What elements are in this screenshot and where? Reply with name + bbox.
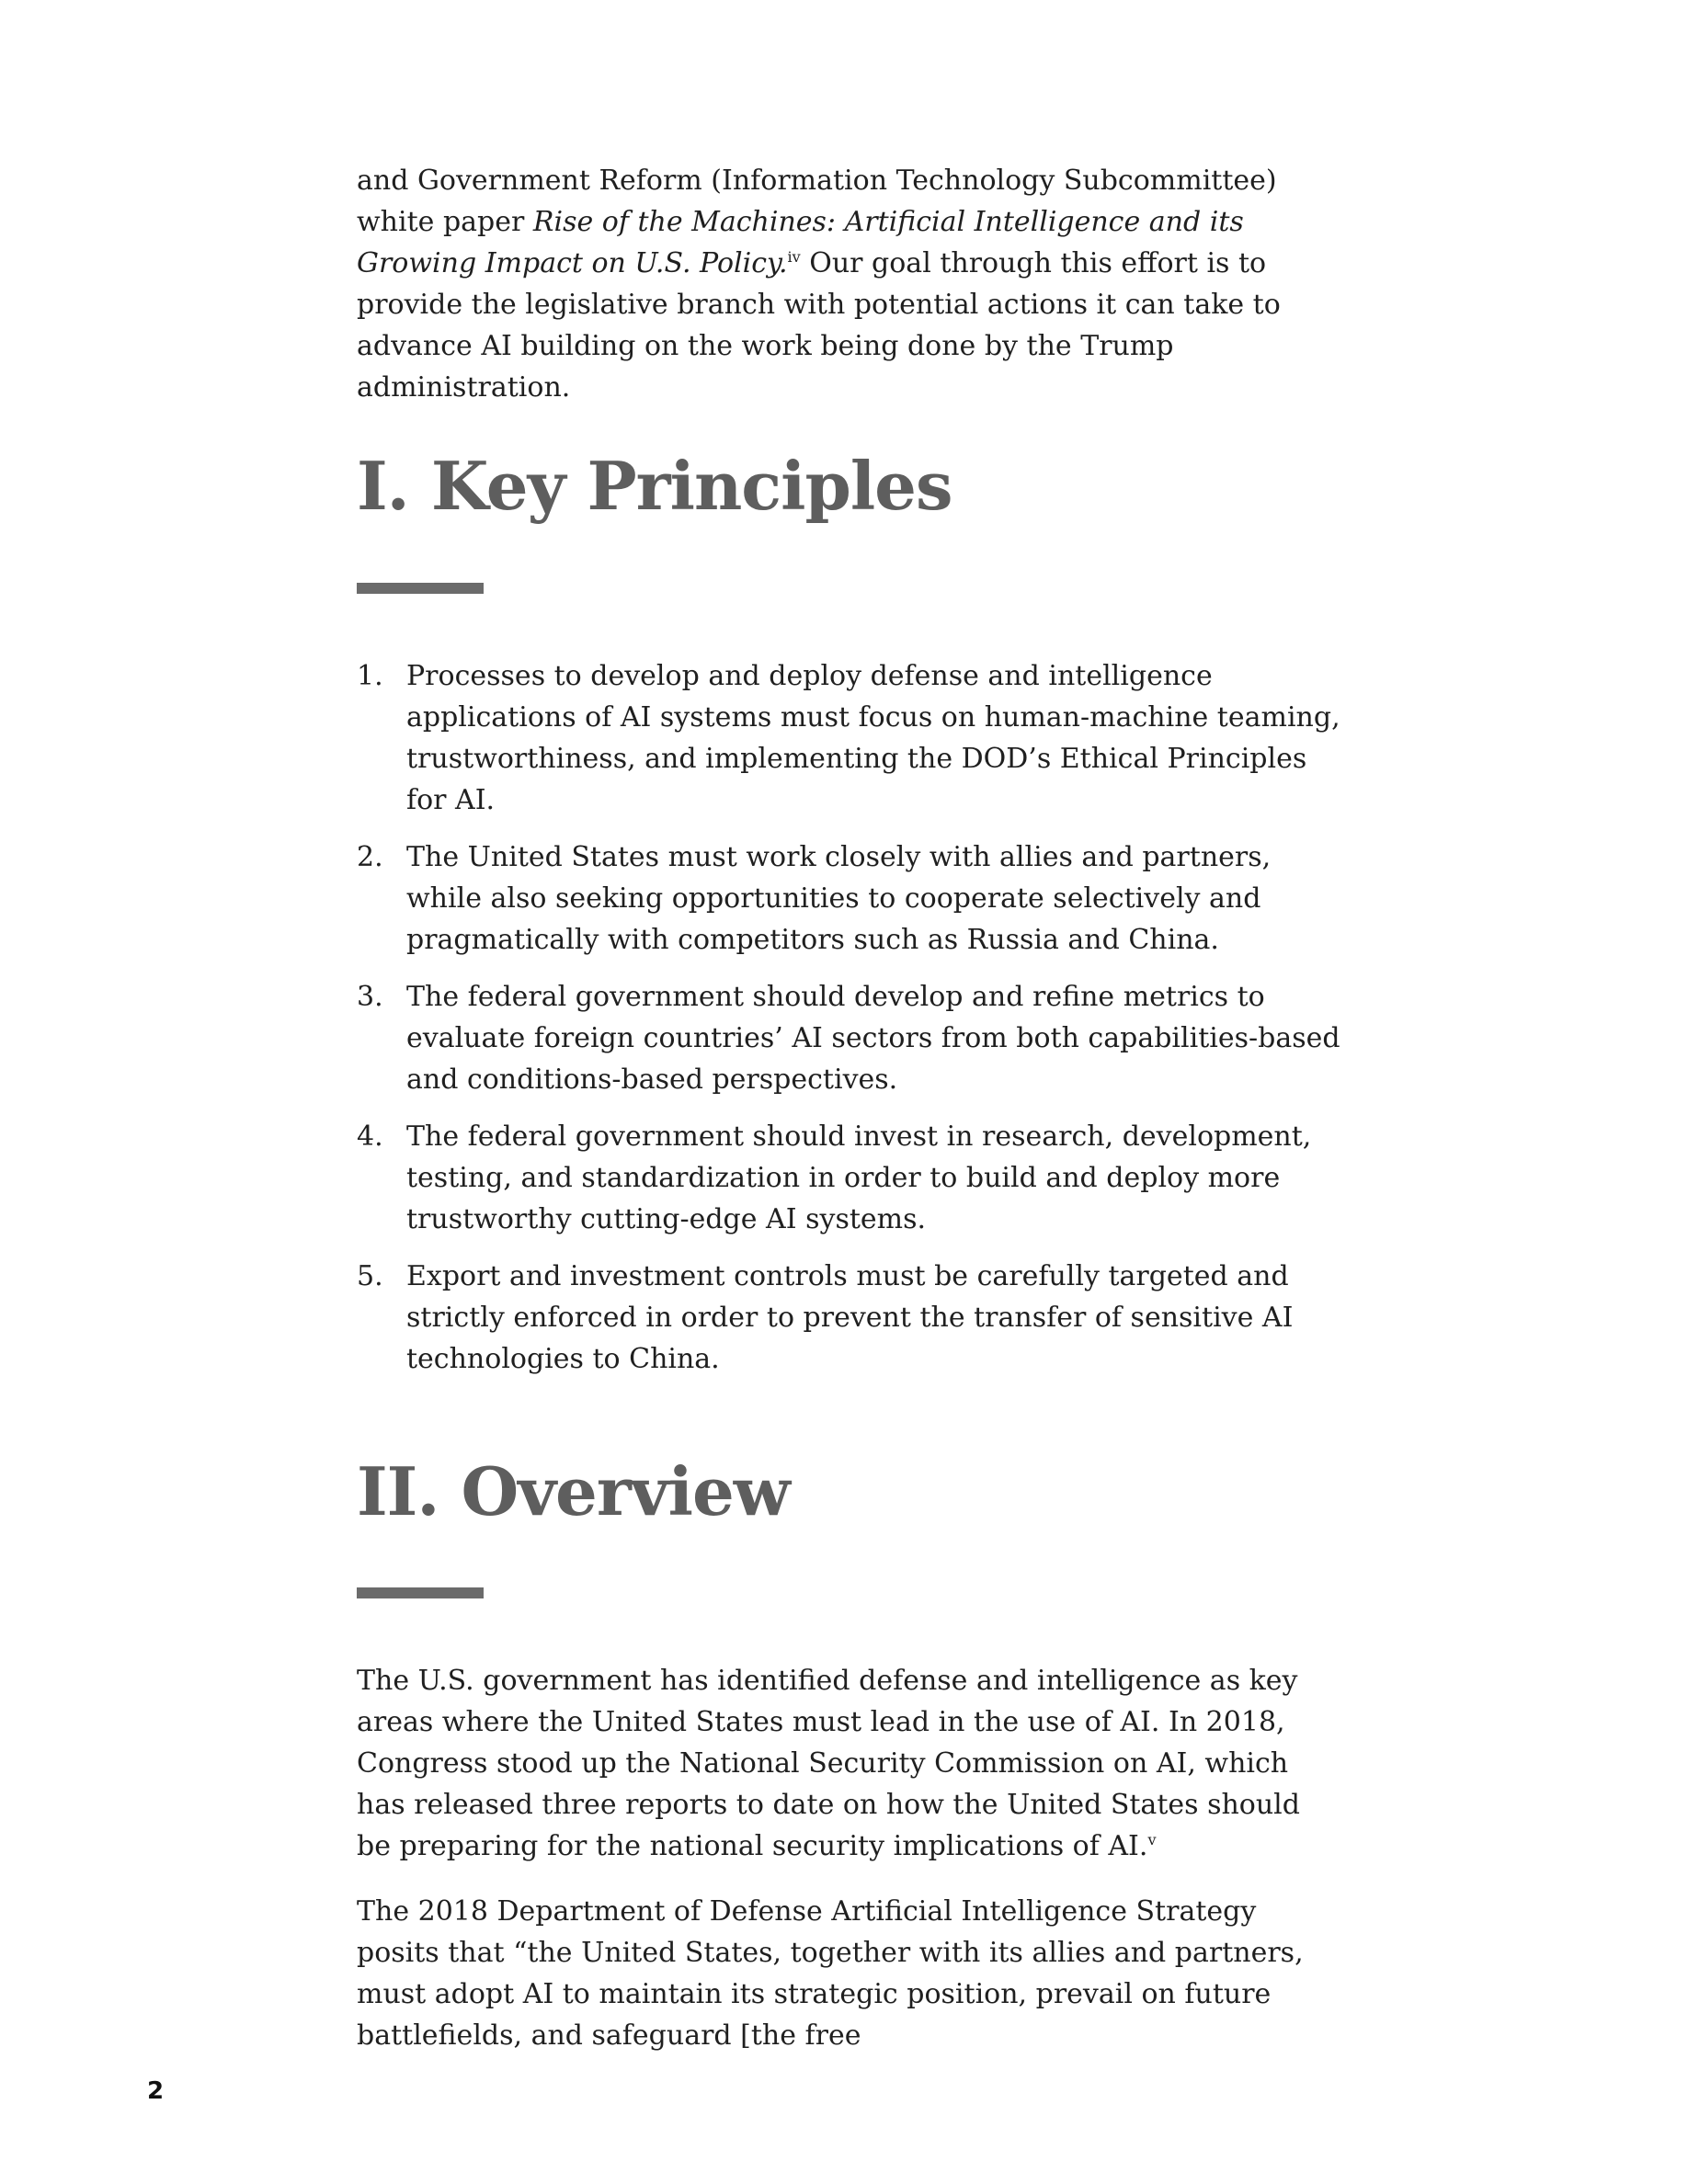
intro-text-after: Our goal through this effort is to provide the legislative branch with potential actions it can take to advance AI building on the work being done by the Trump administration.: [357, 247, 1281, 404]
overview-footnote-marker[interactable]: v: [1147, 1831, 1157, 1848]
list-item-number: 1.: [357, 660, 383, 692]
list-item-number: 5.: [357, 1260, 383, 1292]
list-item-number: 2.: [357, 841, 383, 873]
list-item: [357, 1256, 1340, 1380]
overview-paragraph-2: The 2018 Department of Defense Artificial Intelligence Strategy posits that “the United States, together with its allies and partners, must adopt AI to maintain its strategic position, prevail on future battlefields, and safeguard [the free: [357, 1895, 1304, 2052]
list-item-text: The United States must work closely with allies and partners, while also seeking opportunities to cooperate selectively and pragmatically with competitors such as Russia and China.: [406, 841, 1272, 956]
section-divider: [357, 1587, 484, 1598]
overview-paragraph-1: [357, 1660, 1331, 1867]
intro-paragraph: [357, 160, 1331, 408]
key-principles-list: [357, 655, 1340, 1395]
intro-text-before: and Government Reform (Information Technology Subcommittee) white paper: [357, 165, 1277, 238]
list-item-text: The federal government should invest in research, development, testing, and standardization in order to build and deploy more trustworthy cutting-edge AI systems.: [406, 1120, 1312, 1235]
list-item-text: Processes to develop and deploy defense and intelligence applications of AI systems must focus on human-machine teaming, trustworthiness, and implementing the DOD’s Ethical Principles for AI.: [406, 660, 1340, 816]
section-divider: [357, 583, 484, 594]
intro-footnote-marker[interactable]: iv: [787, 248, 801, 266]
list-item: [357, 1116, 1340, 1240]
overview-paragraph-1-text: The U.S. government has identified defense and intelligence as key areas where the United States must lead in the use of AI. In 2018, Congress stood up the National Security Commission on AI, which has released three reports to date on how the United States should be preparing for the national security implications of AI.: [357, 1665, 1300, 1862]
section-heading-key-principles: I. Key Principles: [357, 447, 952, 525]
section-heading-overview: II. Overview: [357, 1452, 790, 1530]
list-item-number: 3.: [357, 981, 383, 1013]
list-item-text: Export and investment controls must be carefully targeted and strictly enforced in order to prevent the transfer of sensitive AI technologies to China.: [406, 1260, 1294, 1375]
list-item: [357, 836, 1340, 961]
page-number: 2: [147, 2077, 165, 2105]
list-item-text: The federal government should develop and refine metrics to evaluate foreign countries’ AI sectors from both capabilities-based and conditions-based perspectives.: [406, 981, 1340, 1096]
list-item-number: 4.: [357, 1120, 383, 1153]
intro-italic-title: Rise of the Machines: Artificial Intelligence and its Growing Impact on U.S. Policy.: [357, 206, 1244, 279]
list-item: [357, 976, 1340, 1100]
list-item: [357, 655, 1340, 821]
